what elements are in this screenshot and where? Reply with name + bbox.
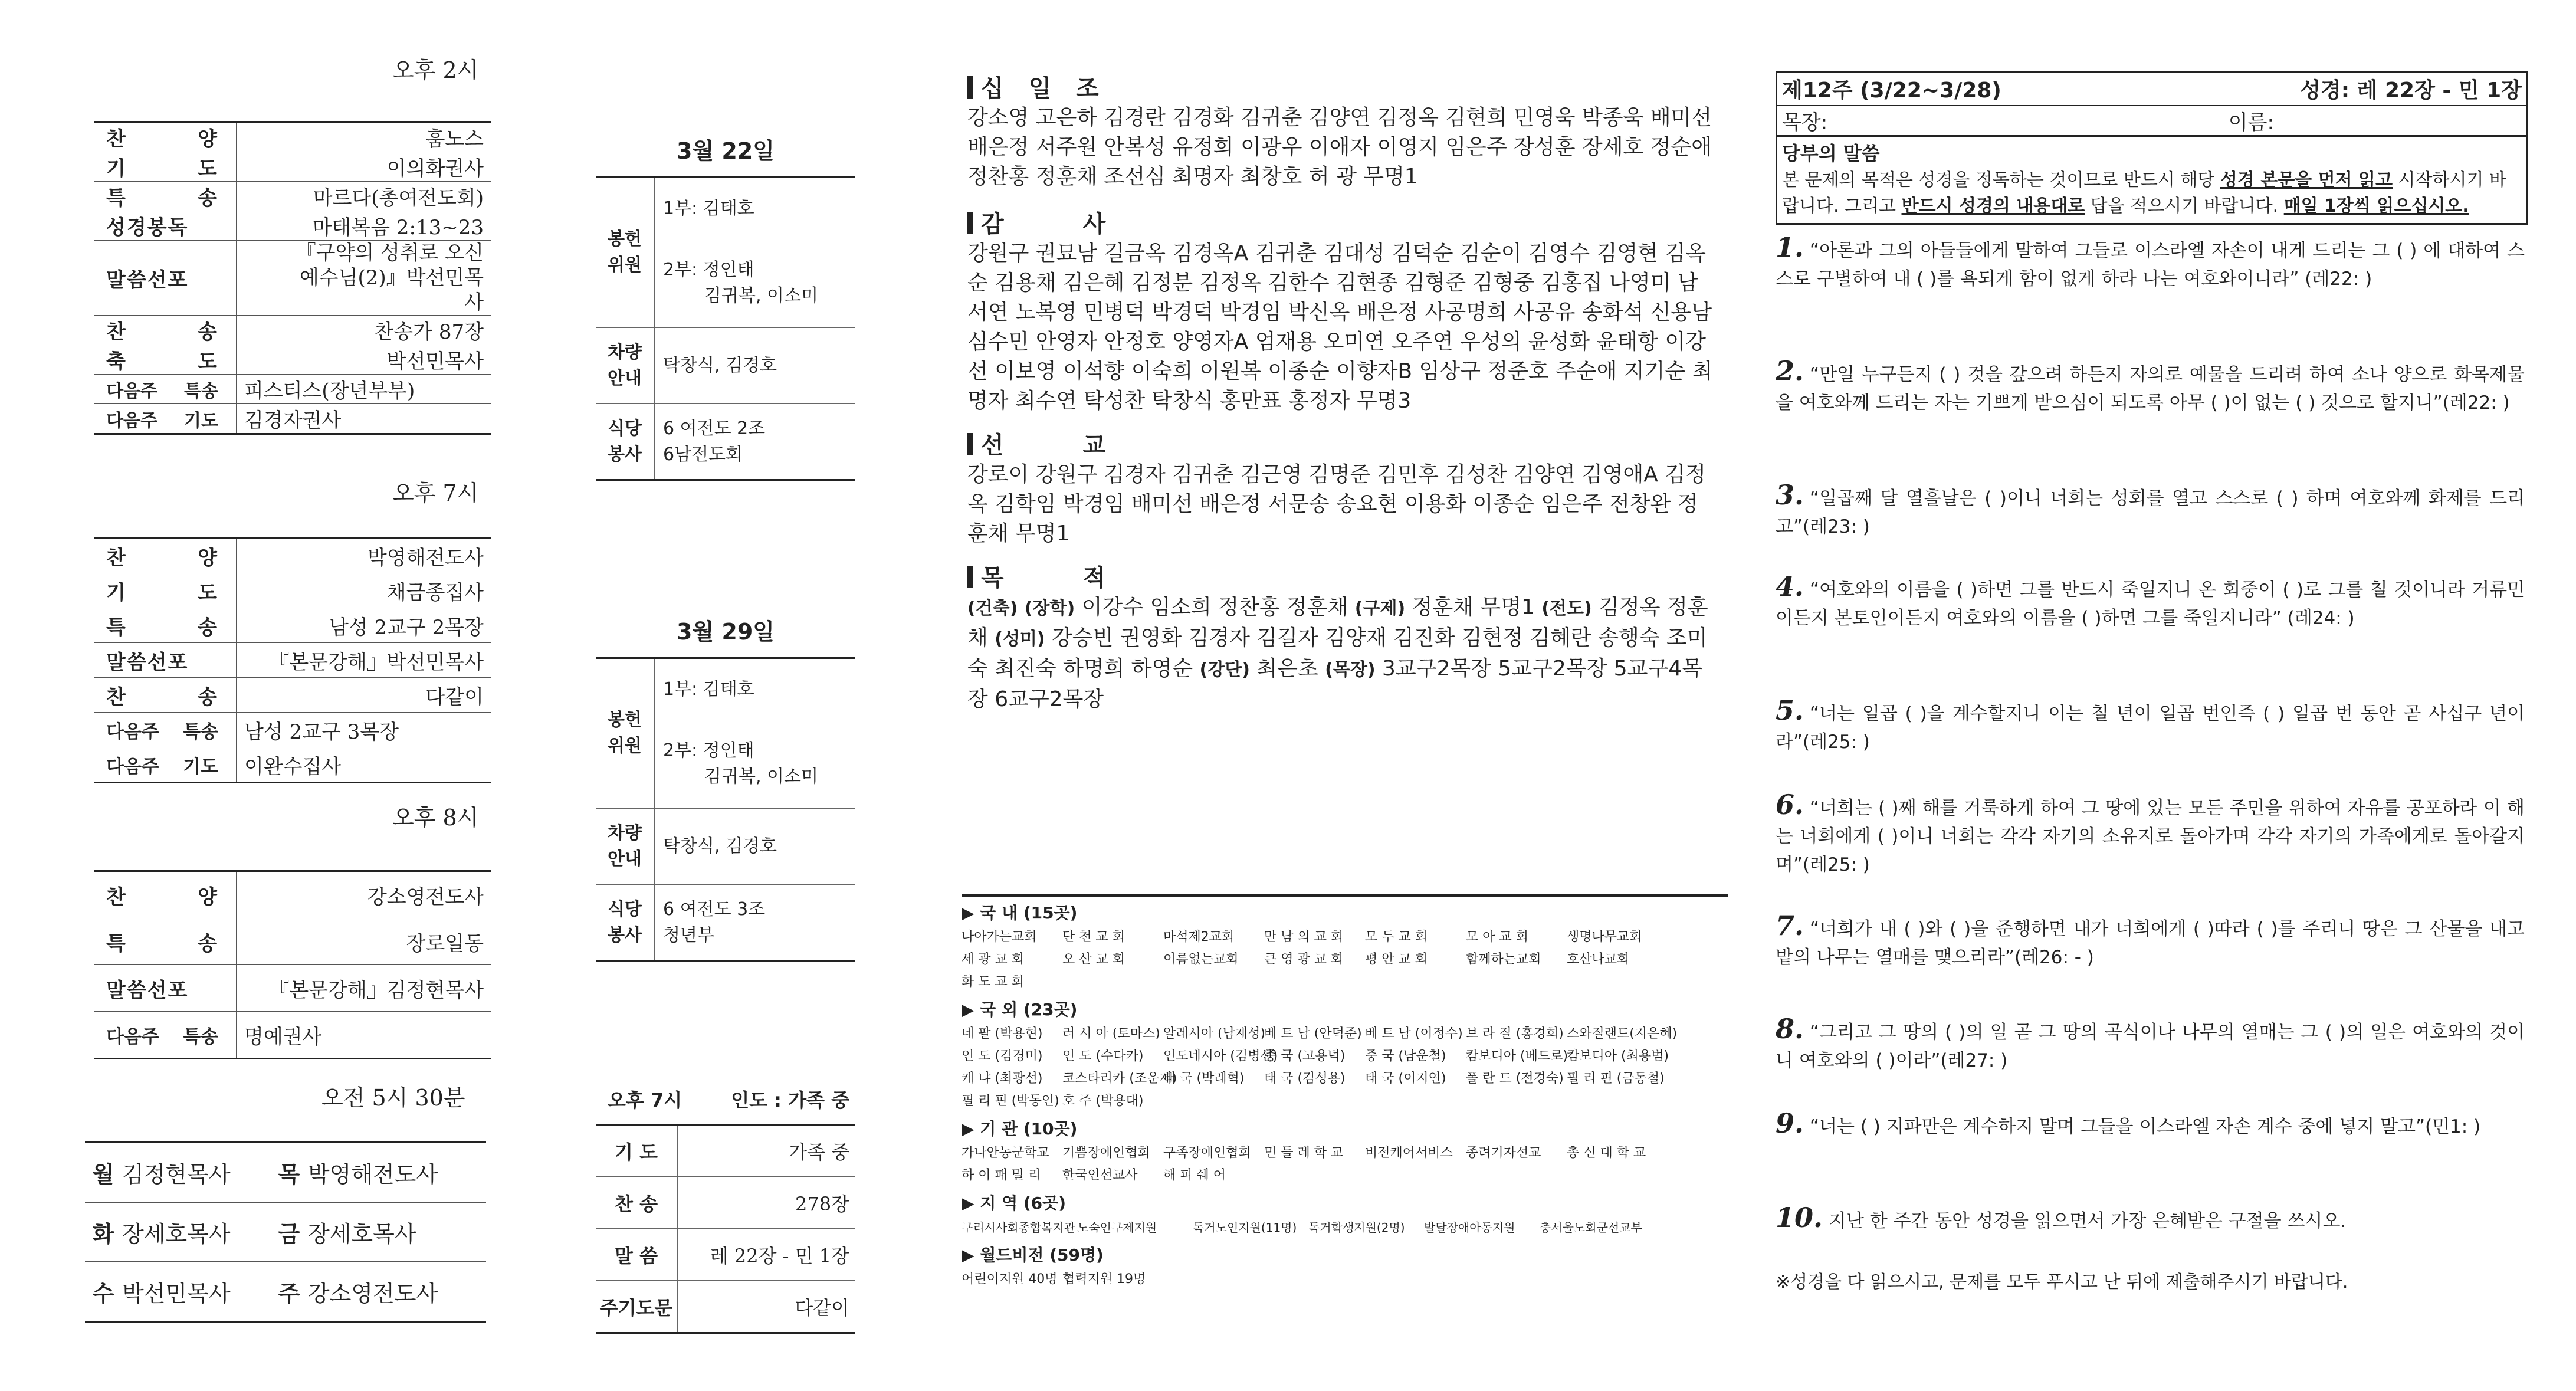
row-label: 찬 송 — [596, 1177, 677, 1229]
preacher: 강소영전도사 — [307, 1262, 486, 1322]
table-row — [94, 182, 491, 211]
table-row — [85, 1202, 486, 1262]
list-item: 베 트 남 (안덕준) — [1264, 1026, 1362, 1041]
question-text: “너희는 ( )째 해를 거룩하게 하여 그 땅에 있는 모든 주민을 위하여 자유를 공포하라 이 해는 너희에게 ( )이니 너희는 각각 자기의 소유지로 돌아가며 각각 자기의 가족에게로 돌아갈지며”(레25: ) — [1776, 798, 2525, 875]
question-6 — [1776, 790, 2525, 879]
row-label: 기 도 — [94, 152, 237, 182]
duty-label: 차량 안내 — [596, 327, 654, 403]
duty-label: 차량 안내 — [596, 808, 654, 884]
purpose-names: 최은초 — [1256, 657, 1318, 681]
day: 금 — [271, 1202, 307, 1262]
list-item: 네 팔 (박용현) — [962, 1026, 1043, 1041]
row-value: 채금종집사 — [237, 573, 491, 608]
list-item: 태 국 (김성용) — [1264, 1071, 1346, 1086]
table-row — [94, 608, 491, 643]
table-row — [596, 403, 855, 480]
table-row — [94, 918, 491, 965]
row-label: 특 송 — [94, 182, 237, 211]
question-10 — [1776, 1203, 2525, 1235]
row-label: 다음주 기도 — [94, 404, 237, 434]
question-number: 3. — [1776, 479, 1804, 511]
name-field-label: 이름: — [2228, 111, 2274, 134]
offering-3: 김귀복, 이소미 — [704, 766, 818, 787]
row-value: 마르다(총여전도회) — [237, 182, 491, 211]
row-value: 김경자권사 — [237, 404, 491, 434]
row-value: 다같이 — [677, 1281, 855, 1333]
table-row — [94, 713, 491, 747]
duty-value — [654, 884, 855, 961]
quiz-header — [1776, 71, 2528, 225]
quiz-name-row — [1777, 106, 2526, 137]
list-item: 중 국 (남운철) — [1365, 1049, 1446, 1064]
row-label: 찬 송 — [94, 316, 237, 345]
offering-3: 김귀복, 이소미 — [704, 286, 818, 306]
meal-1: 6 여전도 2조 — [663, 418, 766, 439]
note-text: 답을 적으시기 바랍니다. — [2085, 196, 2284, 216]
list-item: 충서울노회군선교부 — [1540, 1221, 1642, 1235]
table-row — [596, 658, 855, 809]
preacher: 장세호목사 — [307, 1202, 486, 1262]
list-item: 중 국 (고용덕) — [1264, 1049, 1346, 1064]
duty-label: 봉헌 위원 — [596, 658, 654, 809]
mission-section — [967, 431, 1717, 549]
table-row — [596, 121, 855, 178]
quiz-footer: ※성경을 다 읽으시고, 문제를 모두 푸시고 난 뒤에 제출해주시기 바랍니다. — [1776, 1272, 2348, 1292]
table-row — [94, 965, 491, 1012]
row-value: 이완수집사 — [237, 747, 491, 783]
question-9 — [1776, 1109, 2525, 1141]
row-value: 278장 — [677, 1177, 855, 1229]
list-item: 태 국 (박래혁) — [1163, 1071, 1245, 1086]
day: 수 — [85, 1262, 122, 1322]
list-item: 캄보디아 (베드로) — [1466, 1049, 1568, 1064]
question-number: 9. — [1776, 1107, 1804, 1139]
list-item: 알레시아 (남재성) — [1163, 1026, 1265, 1041]
table-row — [596, 602, 855, 658]
list-item: 큰 영 광 교 회 — [1264, 952, 1344, 967]
table-row — [94, 404, 491, 434]
row-label: 기 도 — [596, 1125, 677, 1177]
list-item: 모 두 교 회 — [1365, 930, 1428, 944]
duty-value — [654, 403, 855, 480]
section-heading: 십 일 조 — [967, 74, 1717, 103]
row-label: 다음주 특송 — [94, 375, 237, 404]
preacher: 박선민목사 — [122, 1262, 271, 1322]
row-label: 다음주 기도 — [94, 747, 237, 783]
missions-heading: ▶ 국 내 (15곳) — [962, 903, 1078, 923]
row-label: 주기도문 — [596, 1281, 677, 1333]
question-5 — [1776, 696, 2525, 756]
quiz-note — [1777, 137, 2526, 223]
pm7-time: 오후 7시 — [392, 480, 479, 506]
row-value: 가족 중 — [677, 1125, 855, 1177]
row-label: 다음주 특송 — [94, 1012, 237, 1059]
question-1 — [1776, 233, 2525, 293]
purpose-tag: (건축) — [967, 598, 1018, 619]
table-row — [94, 747, 491, 783]
preacher: 박영해전도사 — [307, 1143, 486, 1203]
dawn-time: 오전 5시 30분 — [321, 1085, 465, 1111]
question-2 — [1776, 357, 2525, 417]
list-item: 필 리 핀 (박동인) — [962, 1094, 1059, 1108]
table-row — [94, 152, 491, 182]
table-row — [94, 375, 491, 404]
row-label: 찬 양 — [94, 538, 237, 573]
question-text: “일곱째 달 열흘날은 ( )이니 너희는 성회를 열고 스스로 ( ) 하며 여호와께 화제를 드리고”(레23: ) — [1776, 488, 2525, 537]
family-worship-header — [596, 1085, 855, 1113]
foreign-list — [962, 1023, 1728, 1113]
list-item: 호 주 (박용대) — [1062, 1094, 1144, 1108]
list-item: 코스타리카 (조운제) — [1062, 1071, 1177, 1086]
thanks-section — [967, 209, 1717, 416]
question-text: “만일 누구든지 ( ) 것을 갚으려 하든지 자의로 예물을 드리려 하여 소나 양으로 화목제물을 여호와께 드리는 자는 기쁘게 받으심이 되도록 아무 ( )이 없는 ( ) 것으로 할지니”(레22: ) — [1776, 364, 2525, 414]
question-text: “너는 일곱 ( )을 계수할지니 이는 칠 년이 일곱 번인즉 ( ) 일곱 번 동안 곧 사십구 년이라”(레25: ) — [1776, 703, 2525, 753]
table-row — [94, 573, 491, 608]
question-number: 7. — [1776, 910, 1804, 941]
purpose-names: 5교구2목장 5교구4목장 6교구2목장 — [967, 657, 1702, 711]
table-row — [596, 327, 855, 403]
duty-table-week1 — [596, 121, 855, 481]
quiz-title-row — [1777, 73, 2526, 106]
table-row — [94, 241, 491, 316]
row-value: 남성 2교구 2목장 — [237, 608, 491, 643]
missions-heading: ▶ 지 역 (6곳) — [962, 1193, 1066, 1213]
row-value: 피스티스(장년부부) — [237, 375, 491, 404]
purpose-tag: (성미) — [995, 629, 1045, 649]
table-row — [596, 1229, 855, 1281]
row-value: 박선민목사 — [237, 345, 491, 375]
offering-2: 2부: 정인태 — [663, 260, 754, 280]
list-item: 캄보디아 (최용범) — [1567, 1049, 1669, 1064]
duty-value: 탁창식, 김경호 — [654, 808, 855, 884]
list-item: 필 리 핀 (금동철) — [1567, 1071, 1665, 1086]
question-text: “여호와의 이름을 ( )하면 그를 반드시 죽일지니 온 회중이 ( )로 그를 칠 것이니라 거류민이든지 본토인이든지 여호와의 이름을 ( )하면 그를 죽일지니라” (레24: ) — [1776, 579, 2525, 629]
purpose-names: 3교구2목장 — [1382, 657, 1491, 681]
name-list: 강원구 권묘남 길금옥 김경옥A 김귀춘 김대성 김덕순 김순이 김영수 김영현 김옥순 김용채 김은혜 김정분 김정옥 김한수 김현종 김형준 김형중 김홍집 나영미 남서연 노복영 민병덕 박경덕 박경임 박신옥 배은정 사공명희 사공유 송화석 신용남 심수민 안영자 안정호 양영자A 엄재용 오미연 오주연 우성의 윤성화 윤태항 이강선 이보영 이석향 이숙희 이원복 이종순 이향자B 임상구 정준호 주순애 지기순 최명자 최수연 탁성찬 탁창식 홍만표 홍정자 무명3 — [967, 241, 1713, 413]
question-7 — [1776, 911, 2525, 972]
list-item: 종려기자선교 — [1466, 1146, 1541, 1160]
row-value: 남성 2교구 3목장 — [237, 713, 491, 747]
table-row — [85, 1262, 486, 1322]
question-text: “너는 ( ) 지파만은 계수하지 말며 그들을 이스라엘 자손 계수 중에 넣지 말고”(민1: ) — [1810, 1116, 2481, 1137]
list-item: 인 도 (수다카) — [1062, 1049, 1144, 1064]
pm8-order-table — [94, 870, 491, 1059]
offering-1: 1부: 김태호 — [663, 198, 754, 219]
question-text: 지난 한 주간 동안 성경을 읽으면서 가장 은혜받은 구절을 쓰시오. — [1829, 1210, 2347, 1232]
note-emphasis: 매일 1장씩 읽으십시오. — [2283, 196, 2469, 216]
offering-2: 2부: 정인태 — [663, 740, 754, 761]
row-value: 다같이 — [237, 678, 491, 713]
question-8 — [1776, 1015, 2525, 1075]
missions-heading: ▶ 월드비전 (59명) — [962, 1245, 1104, 1265]
list-item: 구리시사회종합복지관 — [962, 1221, 1076, 1235]
duty-value: 탁창식, 김경호 — [654, 327, 855, 403]
row-label: 찬 송 — [94, 678, 237, 713]
table-row — [94, 345, 491, 375]
row-value: 장로일동 — [237, 918, 491, 965]
row-value: 명예권사 — [237, 1012, 491, 1059]
pm7-order-table — [94, 537, 491, 783]
row-value: 『구약의 성취로 오신 예수님(2)』박선민목사 — [237, 241, 491, 316]
question-text: “너희가 내 ( )와 ( )을 준행하면 내가 너희에게 ( )따라 ( )를 주리니 땅은 그 산물을 내고 밭의 나무는 열매를 맺으리라”(레26: - ) — [1776, 918, 2525, 968]
section-heading: 선 교 — [967, 431, 1717, 460]
row-label: 다음주 특송 — [94, 713, 237, 747]
table-row — [596, 1125, 855, 1177]
list-item: 인도네시아 (김병선) — [1163, 1049, 1278, 1064]
row-value: 『본문강해』김정현목사 — [237, 965, 491, 1012]
list-item: 구족장애인협회 — [1163, 1146, 1251, 1160]
duty-value — [654, 658, 855, 809]
table-row — [94, 1012, 491, 1059]
list-item: 가나안농군학교 — [962, 1146, 1049, 1160]
table-row — [596, 178, 855, 328]
table-row — [94, 678, 491, 713]
list-item: 독거학생지원(2명) — [1308, 1221, 1405, 1235]
row-label: 성경봉독 — [94, 211, 237, 241]
list-item: 스와질랜드(지은혜) — [1567, 1026, 1678, 1041]
duty-value — [654, 178, 855, 328]
duty-label: 봉헌 위원 — [596, 178, 654, 328]
section-heading: 목 적 — [967, 563, 1717, 593]
list-item: 어린이지원 40명 — [962, 1272, 1058, 1287]
pm2-time: 오후 2시 — [392, 57, 479, 83]
note-text: 시작하시기 바랍니다. 그리고 — [1782, 170, 2506, 216]
list-item: 기쁨장애인협회 — [1062, 1146, 1150, 1160]
meal-2: 청년부 — [663, 924, 714, 946]
list-item: 협력지원 19명 — [1062, 1272, 1146, 1287]
quiz-week: 제12주 (3/22~3/28) — [1782, 78, 2001, 103]
question-text: “아론과 그의 아들들에게 말하여 그들로 이스라엘 자손이 내게 드리는 그 ( ) 에 대하여 스스로 구별하여 내 ( )를 욕되게 함이 없게 하라 나는 여호와이니라” (레22: ) — [1776, 240, 2525, 290]
purpose-names: 정훈채 무명1 — [1412, 595, 1535, 619]
question-number: 4. — [1776, 570, 1804, 602]
row-label: 말씀선포 — [94, 241, 237, 316]
purpose-tag: (전도) — [1541, 598, 1592, 619]
question-number: 6. — [1776, 789, 1804, 821]
question-number: 1. — [1776, 231, 1804, 263]
purpose-tag: (구제) — [1354, 598, 1406, 619]
name-list: 강로이 강원구 김경자 김귀춘 김근영 김명준 김민후 김성찬 김양연 김영애A 김정옥 김학임 박경임 배미선 배은정 서문송 송요현 이용화 이종순 임은주 전창완 정훈채 무명1 — [967, 462, 1706, 546]
table-row — [94, 538, 491, 573]
table-row — [85, 1143, 486, 1203]
row-value: 레 22장 - 민 1장 — [677, 1229, 855, 1281]
list-item: 단 천 교 회 — [1062, 930, 1125, 944]
table-row — [94, 316, 491, 345]
list-item: 노숙인구제지원 — [1077, 1221, 1157, 1235]
worldvision-list — [962, 1268, 1728, 1291]
family-worship-time: 오후 7시 — [608, 1089, 682, 1111]
purpose-tag: (장학) — [1024, 598, 1075, 619]
list-item: 화 도 교 회 — [962, 975, 1024, 989]
family-worship-table — [596, 1124, 855, 1334]
question-number: 5. — [1776, 694, 1804, 726]
list-item: 마석제2교회 — [1163, 930, 1235, 944]
list-item: 해 피 쉐 어 — [1163, 1168, 1226, 1183]
list-item: 민 들 레 학 교 — [1264, 1146, 1344, 1160]
row-label: 말씀선포 — [94, 643, 237, 678]
family-worship-leader: 인도 : 가족 중 — [731, 1089, 849, 1111]
missions-heading: ▶ 국 외 (23곳) — [962, 1000, 1078, 1019]
row-value: 『본문강해』박선민목사 — [237, 643, 491, 678]
name-list — [967, 593, 1717, 714]
list-item: 모 아 교 회 — [1466, 930, 1528, 944]
tithe-section — [967, 74, 1717, 192]
table-row — [596, 1177, 855, 1229]
list-item: 총 신 대 학 교 — [1567, 1146, 1646, 1160]
list-item: 생명나무교회 — [1567, 930, 1642, 944]
list-item: 비전케어서비스 — [1365, 1146, 1453, 1160]
row-label: 찬 양 — [94, 871, 237, 918]
list-item: 발달장애아동지원 — [1424, 1221, 1515, 1235]
missions-heading: ▶ 기 관 (10곳) — [962, 1119, 1078, 1139]
note-title: 당부의 말씀 — [1782, 142, 1880, 165]
offering-1: 1부: 김태호 — [663, 679, 754, 700]
list-item: 나아가는교회 — [962, 930, 1037, 944]
question-number: 10. — [1776, 1202, 1823, 1233]
table-row — [94, 211, 491, 241]
list-item: 이름없는교회 — [1163, 952, 1239, 967]
table-row — [94, 122, 491, 152]
duty-date: 3월 29일 — [596, 602, 855, 658]
row-label: 찬 양 — [94, 122, 237, 152]
list-item: 세 광 교 회 — [962, 952, 1024, 967]
table-row — [596, 1281, 855, 1333]
list-item: 러 시 아 (토마스) — [1062, 1026, 1160, 1041]
row-value: 강소영전도사 — [237, 871, 491, 918]
purpose-names: 김정옥 정훈채 — [967, 595, 1708, 650]
purpose-tag: (목장) — [1325, 660, 1376, 680]
purpose-section — [967, 563, 1717, 714]
list-item: 독거노인지원(11명) — [1193, 1221, 1297, 1235]
list-item: 하 이 패 밀 리 — [962, 1168, 1041, 1183]
supported-missions — [962, 894, 1728, 1291]
duty-date: 3월 22일 — [596, 121, 855, 178]
local-list — [962, 1216, 1728, 1239]
dawn-schedule-table — [85, 1141, 486, 1323]
preacher: 장세호목사 — [122, 1202, 271, 1262]
meal-2: 6남전도회 — [663, 444, 743, 465]
row-label: 말 씀 — [596, 1229, 677, 1281]
section-heading: 감 사 — [967, 209, 1717, 239]
domestic-list — [962, 926, 1728, 993]
day: 화 — [85, 1202, 122, 1262]
list-item: 브 라 질 (홍경희) — [1466, 1026, 1564, 1041]
question-number: 2. — [1776, 355, 1804, 387]
name-list: 강소영 고은하 김경란 김경화 김귀춘 김양연 김정옥 김현희 민영욱 박종욱 배미선 배은정 서주원 안복성 유정희 이광우 이애자 이영지 임은주 장성훈 장세호 정순애 정찬홍 정훈채 조선심 최명자 최창호 허 광 무명1 — [967, 106, 1712, 189]
list-item: 베 트 남 (이정수) — [1365, 1026, 1463, 1041]
list-item: 한국인선교사 — [1062, 1168, 1138, 1183]
note-emphasis: 반드시 성경의 내용대로 — [1901, 196, 2085, 216]
row-value: 훔노스 — [237, 122, 491, 152]
purpose-names: 이강수 임소희 정찬홍 정훈채 — [1081, 595, 1348, 619]
day: 목 — [271, 1143, 307, 1203]
duty-table-week2 — [596, 602, 855, 962]
row-value: 이의화권사 — [237, 152, 491, 182]
list-item: 함께하는교회 — [1466, 952, 1541, 967]
list-item: 인 도 (김경미) — [962, 1049, 1043, 1064]
question-number: 8. — [1776, 1013, 1804, 1045]
duty-label: 식당 봉사 — [596, 403, 654, 480]
row-label: 특 송 — [94, 608, 237, 643]
row-label: 말씀선포 — [94, 965, 237, 1012]
row-value: 박영해전도사 — [237, 538, 491, 573]
row-label: 특 송 — [94, 918, 237, 965]
list-item: 태 국 (이지연) — [1365, 1071, 1446, 1086]
list-item: 호산나교회 — [1567, 952, 1630, 967]
list-item: 만 남 의 교 회 — [1264, 930, 1344, 944]
note-text: 본 문제의 목적은 성경을 정독하는 것이므로 반드시 해당 — [1782, 170, 2220, 191]
group-field-label: 목장: — [1782, 111, 1828, 134]
list-item: 케 냐 (최광선) — [962, 1071, 1043, 1086]
row-value: 마태복음 2:13~23 — [237, 211, 491, 241]
pm8-time: 오후 8시 — [392, 805, 479, 831]
note-emphasis: 성경 본문을 먼저 읽고 — [2220, 170, 2393, 191]
table-row — [596, 884, 855, 961]
table-row — [94, 871, 491, 918]
question-text: “그리고 그 땅의 ( )의 일 곧 그 땅의 곡식이나 나무의 열매는 그 ( )의 일은 여호와의 것이니 여호와의 ( )이라”(레27: ) — [1776, 1022, 2525, 1071]
quiz-range: 성경: 레 22장 - 민 1장 — [2300, 78, 2522, 103]
purpose-tag: (강단) — [1199, 660, 1250, 680]
question-4 — [1776, 572, 2525, 632]
day: 월 — [85, 1143, 122, 1203]
question-3 — [1776, 481, 2525, 541]
row-value: 찬송가 87장 — [237, 316, 491, 345]
meal-1: 6 여전도 3조 — [663, 898, 766, 920]
row-label: 기 도 — [94, 573, 237, 608]
list-item: 평 안 교 회 — [1365, 952, 1428, 967]
pm2-order-table — [94, 121, 491, 435]
table-row — [94, 643, 491, 678]
duty-label: 식당 봉사 — [596, 884, 654, 961]
list-item: 오 산 교 회 — [1062, 952, 1125, 967]
row-label: 축 도 — [94, 345, 237, 375]
list-item: 폴 란 드 (전경숙) — [1466, 1071, 1564, 1086]
day: 주 — [271, 1262, 307, 1322]
table-row — [596, 808, 855, 884]
purpose-names: 강승빈 권영화 김경자 김길자 김양재 김진화 김현정 김혜란 송행숙 조미숙 최진숙 하명희 하영순 — [967, 626, 1708, 681]
preacher: 김정현목사 — [122, 1143, 271, 1203]
org-list — [962, 1142, 1728, 1187]
